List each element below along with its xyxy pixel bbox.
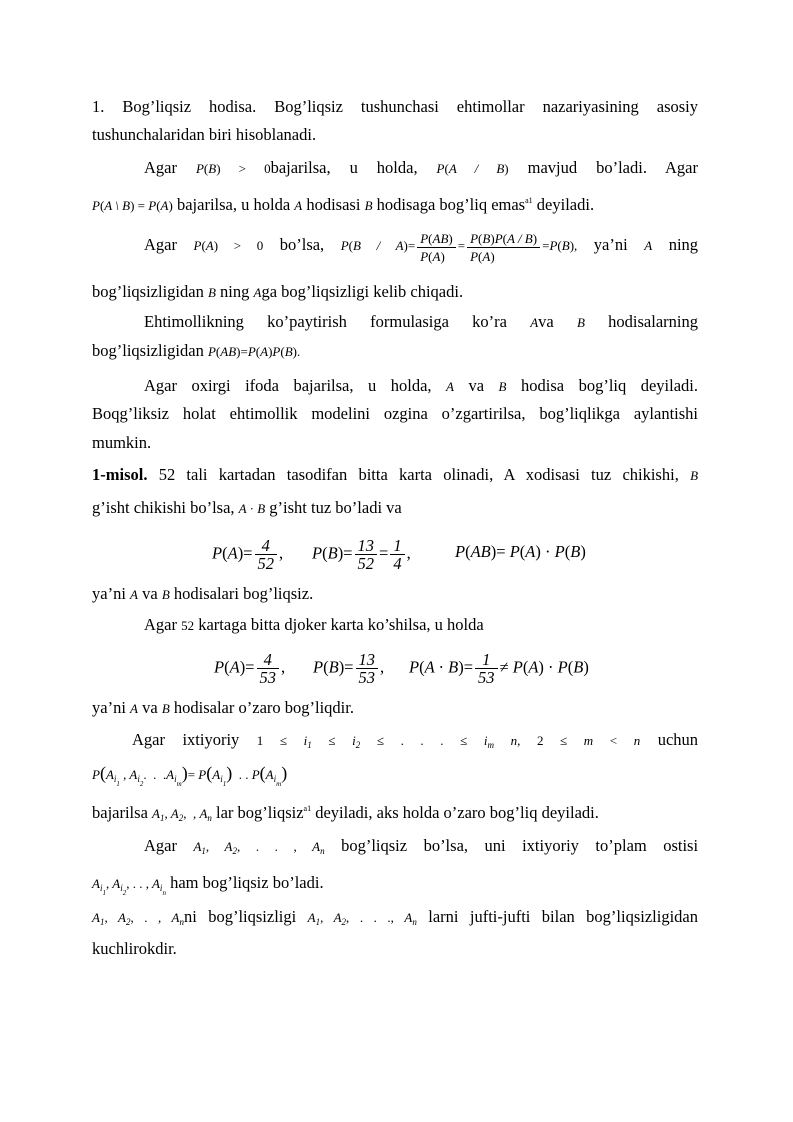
formula-product: P(AB)=P(A)P(B).	[207, 344, 301, 359]
text-line: bog’liqsizligidan B ning Aga bog’liqsizligi kelib chiqadi.	[92, 282, 464, 301]
formula-dependence: P(A · B)= $\frac{1}{53}$ ≠ P(A) · P(B)	[409, 650, 589, 687]
text-line: Agar P(B) > 0bajarilsa, u holda, P(A / B) mavjud bo’ladi. Agar	[144, 158, 698, 177]
text-line: $A_{i_1}$, $A_{i_2}$, . . , $A_{i_n}$ ham bog’liqsiz bo’ladi.	[92, 873, 324, 897]
text-line: ya’ni A va B hodisalari bog’liqsiz.	[92, 584, 314, 603]
formula-line	[92, 762, 698, 795]
formula-PAB: P(AB)= P(A) · P(B)	[455, 542, 586, 561]
text-line: mumkin.	[92, 433, 152, 452]
text-line: Agar ixtiyoriy $1 \le i_1 \le i_2$ ≤ . . . ≤ $i_m$ n, 2 ≤ m < n uchun	[132, 730, 699, 750]
formula-multi-independence: $P(A_{i_1}$ , $A_{i_2}$. . $.A_{i_m})= P(A_{i_1})$ . . $P(A_{i_m})$	[92, 763, 288, 788]
text-line: $A_1$, $A_2$, . , $A_nni$ bog’liqsizligi $A_1$, $A_2$, . . ., $A_n$ larni jufti-jufti bilan bog’liqsizligidan	[92, 907, 698, 927]
formula-bayes: P(B / A)= $\frac{P(AB)}{P(A)}$ = $\frac{P(B)P(A / B)}{P(A)}$ =P(B),	[340, 230, 578, 264]
text-line: kuchlirokdir.	[92, 939, 177, 958]
text-line: bajarilsa $A_1$, $A_2$, , $A_n$ lar bog’liqsiz$^{a1}$ deyiladi, aks holda o’zaro bog’liq deyiladi.	[92, 803, 599, 823]
text-line: Agar P(A) > 0 bo’lsa, P(B / A)= $\frac{P(AB)}{P(A)}$ = $\frac{P(B)P(A / B)}{P(A)}$ =P(B), ya’ni A ning	[144, 230, 699, 264]
text-line: Ehtimollikning ko’paytirish formulasiga ko’ra Ava B hodisalarning	[144, 312, 698, 331]
text-line: Agar oxirgi ifoda bajarilsa, u holda, A va B hodisa bog’liq deyiladi.	[144, 376, 699, 395]
text-line: ya’ni A va B hodisalar o’zaro bog’liqdir.	[92, 698, 354, 717]
heading-line: 1. Bog’liqsiz hodisa. Bog’liqsiz tushunchasi ehtimollar nazariyasining asosiy	[92, 97, 698, 116]
formula-PB-13-52: P(B)= $\frac{13}{52}$ = $\frac{1}{4}$ ,	[312, 536, 411, 573]
formula-PA-4-52: P(A)= $\frac{4}{52}$ ,	[212, 536, 284, 573]
example-label: 1-misol.	[92, 465, 148, 484]
formula-PB-13-53: P(B)= $\frac{13}{53}$ ,	[313, 650, 385, 687]
text-line: Boqg’liksiz holat ehtimollik modelini ozgina o’zgartirilsa, bog’liqlikga aylantishi	[92, 404, 698, 423]
text-line: Agar 52 kartaga bitta djoker karta ko’shilsa, u holda	[144, 615, 484, 634]
formula-PA-4-53: P(A)= $\frac{4}{53}$ ,	[214, 650, 286, 687]
formula-independence: P(A \ B) = P(A)	[92, 198, 173, 213]
text-line: Agar $A_1$, $A_2$, . . , $A_n$ bog’liqsiz bo’lsa, uni ixtiyoriy to’plam ostisi	[144, 836, 699, 856]
text-line: tushunchalaridan biri hisoblanadi.	[92, 125, 317, 144]
formula-PB-positive: P(B) > 0	[195, 161, 271, 176]
text-line: g’isht chikishi bo’lsa, A · B g’isht tuz bo’ladi va	[92, 498, 402, 517]
formula-index-range: $1 \le i_1 \le i_2$ ≤ . . . ≤ $i_m$ n, 2 ≤ m < n	[256, 733, 641, 750]
formula-PA-given-B: P(A / B)	[436, 161, 509, 176]
example-line: 1-misol. 52 tali kartadan tasodifan bitta karta olinadi, A xodisasi tuz chikishi, B	[92, 465, 699, 484]
text-line: P(A \ B) = P(A) bajarilsa, u holda A hodisasi B hodisaga bog’liq emas$^{a1}$ deyiladi.	[92, 195, 595, 214]
text-line: bog’liqsizligidan P(AB)=P(A)P(B).	[92, 341, 301, 360]
